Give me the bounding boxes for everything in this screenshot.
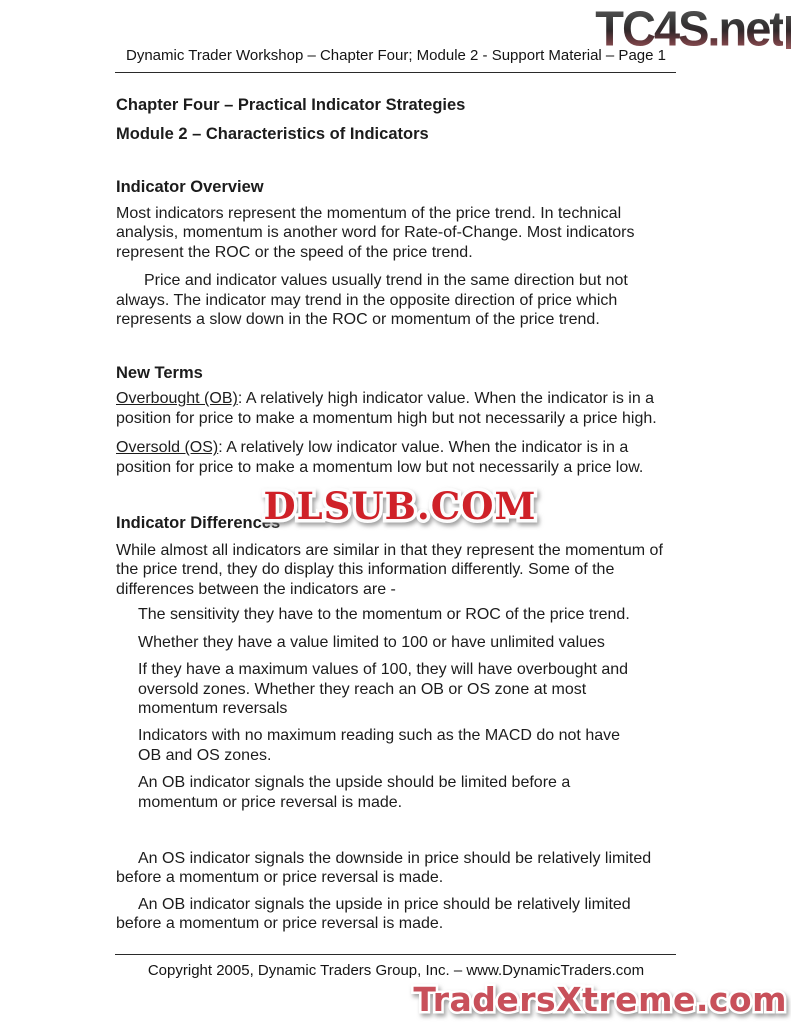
term-text: : A relatively high indicator value. When the indicator is in a position for price to make a momentum high but not necessarily a price high. [116,390,657,427]
list-item: Whether they have a value limited to 100 or have unlimited values [138,633,605,651]
footer-rule [115,954,676,955]
section-heading-indicator-overview: Indicator Overview [116,178,264,196]
list-item: The sensitivity they have to the momentum or ROC of the price trend. [138,606,630,624]
term-definition-overbought [116,389,676,428]
list-item: Indicators with no maximum reading such as the MACD do not have OB and OS zones. [138,727,621,764]
section-heading-new-terms: New Terms [116,364,203,383]
indented-list [138,605,644,812]
list-item: An OB indicator signals the upside should be limited before a momentum or price reversal is made. [138,774,571,811]
copyright-text: Copyright 2005, Dynamic Traders Group, Inc. – www.DynamicTraders.com [147,962,645,979]
list-item: If they have a maximum values of 100, they will have overbought and oversold zones. Whether they reach an OB or OS zone at most momentum reversals [138,661,629,717]
term-label: Overbought (OB) [116,390,238,408]
header-title: Dynamic Trader Workshop – Chapter Four; Module 2 - Support Material – Page 1 [126,47,666,64]
paragraph: An OS indicator signals the downside in price should be relatively limited before a momentum or price reversal is made. [116,849,652,887]
paragraph: An OB indicator signals the upside in price should be relatively limited before a momentum or price reversal is made. [116,895,631,933]
paragraph: While almost all indicators are similar in that they represent the momentum of the price trend, they do display this information differently. Some of the differences between the indicators are - [116,542,663,598]
paragraph: Price and indicator values usually trend in the same direction but not always. The indicator may trend in the opposite direction of price which represents a slow down in the ROC or momentum of the price trend. [116,272,628,329]
logo-edge-fragment [786,16,791,49]
module-heading: Module 2 – Characteristics of Indicators [116,125,429,143]
tradersxtreme-logo: TradersXtreme.com [413,980,787,1019]
term-definition-oversold [116,438,676,477]
section-heading-indicator-differences: Indicator Differences [116,514,281,533]
dlsub-watermark: DLSUB.COM [263,484,537,528]
paragraph: Most indicators represent the momentum of the price trend. In technical analysis, momentum is another word for Rate-of-Change. Most indicators represent the ROC or the speed of the price trend. [116,205,635,261]
chapter-heading: Chapter Four – Practical Indicator Strategies [116,96,466,114]
header-rule [115,72,676,73]
tc4s-logo: TC4S.net [595,0,783,56]
term-label: Oversold (OS) [116,439,219,457]
term-text: : A relatively low indicator value. When the indicator is in a position for price to make a momentum low but not necessarily a price low. [116,439,644,476]
